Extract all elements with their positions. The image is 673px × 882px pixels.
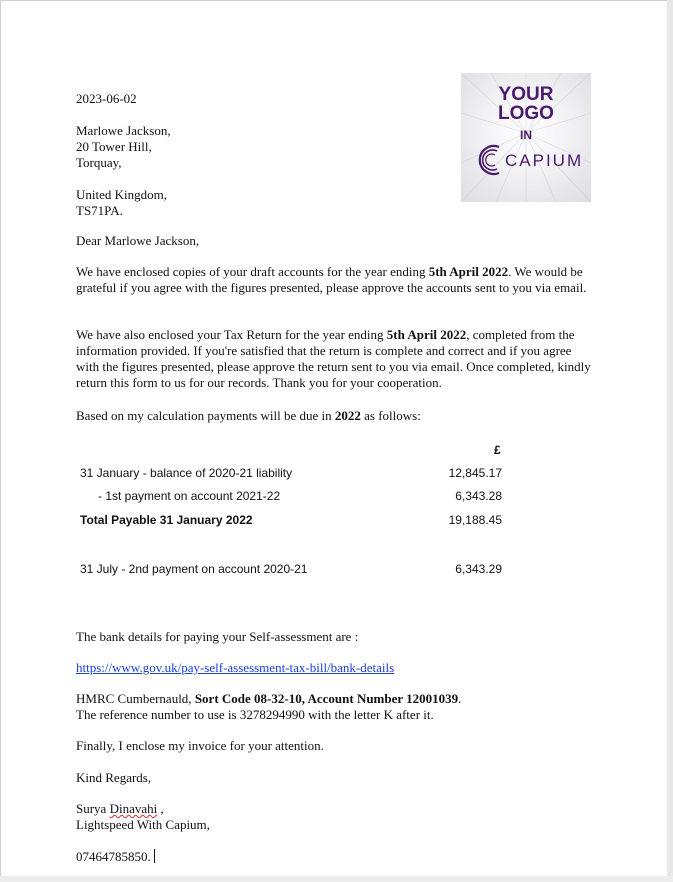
- paragraph-payments-intro: [76, 408, 421, 424]
- reference-line: The reference number to use is 3278294990 with the letter K after it.: [76, 707, 434, 722]
- paragraph-tax-return: [76, 327, 596, 391]
- capium-c-icon: [480, 146, 499, 174]
- logo-text-in: IN: [520, 128, 532, 142]
- signature-last-name: Dinavahi: [109, 801, 158, 816]
- logo-text-logo: LOGO: [498, 103, 554, 124]
- payment-row-label: - 1st payment on account 2021-22: [98, 489, 281, 503]
- signature-first-name: Surya: [76, 801, 110, 816]
- bank-account-line: [76, 691, 461, 707]
- recipient-name: Marlowe Jackson,: [76, 123, 171, 138]
- bank-name: HMRC Cumbernauld,: [76, 691, 195, 706]
- phone-line[interactable]: [76, 849, 155, 865]
- paragraph-draft-accounts: [76, 264, 596, 296]
- recipient-city: Torquay,: [76, 155, 122, 170]
- para1-text: We have enclosed copies of your draft accounts for the year ending: [76, 264, 429, 279]
- signature: [76, 801, 210, 833]
- salutation: Dear Marlowe Jackson,: [76, 233, 200, 248]
- bank-details-link[interactable]: https://www.gov.uk/pay-self-assessment-tax-bill/bank-details: [76, 660, 395, 675]
- payment-total-amount: 19,188.45: [448, 513, 502, 527]
- logo-text-your: YOUR: [498, 84, 554, 105]
- signature-suffix: ,: [157, 801, 164, 816]
- payment-row-label: 31 July - 2nd payment on account 2020-21: [80, 562, 308, 576]
- letter-date: 2023-06-02: [76, 91, 137, 106]
- payment-row-amount: 6,343.28: [455, 489, 502, 503]
- para3-text: Based on my calculation payments will be due in: [76, 408, 335, 423]
- payment-row-amount: 12,845.17: [448, 466, 502, 480]
- payment-row-label: 31 January - balance of 2020-21 liability: [80, 466, 293, 480]
- recipient-street: 20 Tower Hill,: [76, 139, 152, 154]
- company-logo: [461, 73, 591, 202]
- recipient-address: [76, 123, 171, 219]
- payment-total-label: Total Payable 31 January 2022: [80, 513, 253, 527]
- logo-brand: CAPIUM: [505, 151, 584, 170]
- para2-text: We have also enclosed your Tax Return for the year ending: [76, 327, 387, 342]
- para3-year: 2022: [334, 408, 361, 423]
- para1-text-end: . We would be grateful if you agree with the figures presented, please approve the accounts sent to you via email.: [76, 264, 587, 295]
- recipient-country: United Kingdom,: [76, 187, 167, 202]
- signature-name: [76, 801, 210, 817]
- invoice-line: Finally, I enclose my invoice for your attention.: [76, 738, 324, 753]
- sort-code-account: Sort Code 08-32-10, Account Number 12001039: [194, 691, 459, 706]
- scroll-edge: [667, 0, 673, 882]
- recipient-postcode: TS71PA.: [76, 203, 123, 218]
- para2-year-end: 5th April 2022: [386, 327, 467, 342]
- para2-text-end: , completed from the information provided. If you're satisfied that the return is complete and correct and if you agree with the figures presented, please approve the return sent to you via email. Once completed, kindly return this form to us for our records. Thank you for your cooperation.: [76, 327, 591, 390]
- phone-number: 07464785850.: [76, 849, 151, 864]
- bank-details-link-wrap: [76, 660, 394, 676]
- signature-company: Lightspeed With Capium,: [76, 817, 210, 832]
- para3-text-end: as follows:: [360, 408, 421, 423]
- currency-header: £: [494, 443, 501, 457]
- para1-year-end: 5th April 2022: [428, 264, 509, 279]
- closing: Kind Regards,: [76, 770, 152, 785]
- page-bottom-edge: [0, 876, 673, 882]
- text-cursor: [154, 849, 155, 863]
- bank-intro: The bank details for paying your Self-assessment are :: [76, 629, 359, 644]
- bank-line-end: .: [458, 691, 462, 706]
- payment-row-amount: 6,343.29: [455, 562, 502, 576]
